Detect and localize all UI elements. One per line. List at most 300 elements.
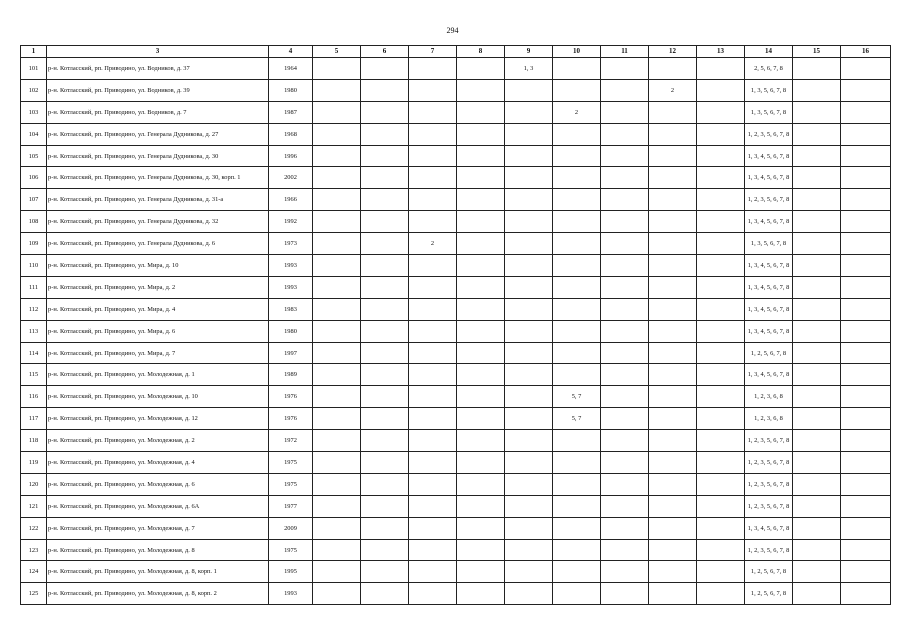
- address-cell: р-н. Котласский, рп. Приводино, ул. Генерала Дудникова, д. 27: [47, 123, 269, 145]
- codes-cell: 1, 2, 3, 5, 6, 7, 8: [745, 123, 793, 145]
- address-cell: р-н. Котласский, рп. Приводино, ул. Мира, д. 7: [47, 342, 269, 364]
- column-7-cell: [409, 145, 457, 167]
- address-cell: р-н. Котласский, рп. Приводино, ул. Генерала Дудникова, д. 6: [47, 233, 269, 255]
- table-row: [21, 473, 891, 495]
- column-6-cell: [361, 561, 409, 583]
- column-16-cell: [841, 539, 891, 561]
- column-15-cell: [793, 233, 841, 255]
- column-header: 1: [21, 46, 47, 58]
- column-10-cell: [553, 211, 601, 233]
- codes-cell: 2, 5, 6, 7, 8: [745, 58, 793, 80]
- column-8-cell: [457, 233, 505, 255]
- column-11-cell: [601, 583, 649, 605]
- year-cell: 1989: [269, 364, 313, 386]
- column-11-cell: [601, 495, 649, 517]
- column-8-cell: [457, 364, 505, 386]
- address-cell: р-н. Котласский, рп. Приводино, ул. Мира, д. 6: [47, 320, 269, 342]
- column-header: 7: [409, 46, 457, 58]
- column-10-cell: 5, 7: [553, 408, 601, 430]
- column-8-cell: [457, 452, 505, 474]
- column-header: 12: [649, 46, 697, 58]
- column-12-cell: [649, 583, 697, 605]
- column-10-cell: [553, 495, 601, 517]
- column-15-cell: [793, 298, 841, 320]
- column-8-cell: [457, 211, 505, 233]
- codes-cell: 1, 3, 4, 5, 6, 7, 8: [745, 255, 793, 277]
- address-cell: р-н. Котласский, рп. Приводино, ул. Молодежная, д. 2: [47, 430, 269, 452]
- year-cell: 1992: [269, 211, 313, 233]
- address-cell: р-н. Котласский, рп. Приводино, ул. Молодежная, д. 6А: [47, 495, 269, 517]
- column-header: 10: [553, 46, 601, 58]
- column-9-cell: [505, 495, 553, 517]
- column-9-cell: [505, 233, 553, 255]
- column-10-cell: [553, 320, 601, 342]
- column-7-cell: [409, 408, 457, 430]
- column-13-cell: [697, 408, 745, 430]
- column-15-cell: [793, 276, 841, 298]
- column-6-cell: [361, 79, 409, 101]
- column-11-cell: [601, 167, 649, 189]
- column-11-cell: [601, 561, 649, 583]
- column-15-cell: [793, 123, 841, 145]
- column-15-cell: [793, 255, 841, 277]
- column-10-cell: [553, 452, 601, 474]
- table-row: [21, 233, 891, 255]
- column-12-cell: [649, 255, 697, 277]
- column-16-cell: [841, 167, 891, 189]
- column-11-cell: [601, 517, 649, 539]
- column-8-cell: [457, 320, 505, 342]
- column-16-cell: [841, 408, 891, 430]
- column-header: 13: [697, 46, 745, 58]
- column-12-cell: [649, 145, 697, 167]
- address-cell: р-н. Котласский, рп. Приводино, ул. Генерала Дудникова, д. 30, корп. 1: [47, 167, 269, 189]
- column-12-cell: [649, 561, 697, 583]
- year-cell: 1993: [269, 583, 313, 605]
- column-13-cell: [697, 298, 745, 320]
- codes-cell: 1, 3, 4, 5, 6, 7, 8: [745, 517, 793, 539]
- column-6-cell: [361, 233, 409, 255]
- address-cell: р-н. Котласский, рп. Приводино, ул. Молодежная, д. 12: [47, 408, 269, 430]
- column-13-cell: [697, 211, 745, 233]
- column-15-cell: [793, 364, 841, 386]
- column-15-cell: [793, 495, 841, 517]
- row-number-cell: 117: [21, 408, 47, 430]
- column-10-cell: [553, 189, 601, 211]
- column-8-cell: [457, 298, 505, 320]
- column-16-cell: [841, 430, 891, 452]
- column-8-cell: [457, 123, 505, 145]
- column-13-cell: [697, 583, 745, 605]
- address-cell: р-н. Котласский, рп. Приводино, ул. Мира, д. 2: [47, 276, 269, 298]
- column-10-cell: [553, 233, 601, 255]
- column-8-cell: [457, 79, 505, 101]
- column-12-cell: [649, 473, 697, 495]
- column-9-cell: [505, 430, 553, 452]
- column-8-cell: [457, 145, 505, 167]
- column-13-cell: [697, 430, 745, 452]
- table-row: [21, 276, 891, 298]
- column-13-cell: [697, 320, 745, 342]
- column-9-cell: [505, 145, 553, 167]
- row-number-cell: 111: [21, 276, 47, 298]
- column-11-cell: [601, 101, 649, 123]
- column-9-cell: [505, 473, 553, 495]
- codes-cell: 1, 2, 3, 5, 6, 7, 8: [745, 539, 793, 561]
- column-8-cell: [457, 473, 505, 495]
- column-10-cell: [553, 145, 601, 167]
- column-9-cell: [505, 539, 553, 561]
- column-5-cell: [313, 101, 361, 123]
- column-6-cell: [361, 539, 409, 561]
- column-13-cell: [697, 58, 745, 80]
- year-cell: 1980: [269, 79, 313, 101]
- column-header: 5: [313, 46, 361, 58]
- column-13-cell: [697, 255, 745, 277]
- column-12-cell: [649, 430, 697, 452]
- column-13-cell: [697, 473, 745, 495]
- column-10-cell: [553, 123, 601, 145]
- address-cell: р-н. Котласский, рп. Приводино, ул. Водников, д. 39: [47, 79, 269, 101]
- column-11-cell: [601, 320, 649, 342]
- column-15-cell: [793, 539, 841, 561]
- year-cell: 1973: [269, 233, 313, 255]
- column-16-cell: [841, 342, 891, 364]
- column-5-cell: [313, 320, 361, 342]
- address-cell: р-н. Котласский, рп. Приводино, ул. Молодежная, д. 7: [47, 517, 269, 539]
- column-6-cell: [361, 276, 409, 298]
- column-7-cell: [409, 473, 457, 495]
- column-12-cell: [649, 276, 697, 298]
- table-row: [21, 561, 891, 583]
- column-8-cell: [457, 517, 505, 539]
- year-cell: 1968: [269, 123, 313, 145]
- address-cell: р-н. Котласский, рп. Приводино, ул. Водников, д. 7: [47, 101, 269, 123]
- table-row: [21, 79, 891, 101]
- column-11-cell: [601, 298, 649, 320]
- column-8-cell: [457, 583, 505, 605]
- table-row: [21, 320, 891, 342]
- year-cell: 1975: [269, 452, 313, 474]
- table-row: [21, 430, 891, 452]
- column-7-cell: [409, 167, 457, 189]
- column-11-cell: [601, 123, 649, 145]
- column-16-cell: [841, 517, 891, 539]
- column-9-cell: [505, 298, 553, 320]
- column-16-cell: [841, 386, 891, 408]
- column-16-cell: [841, 320, 891, 342]
- codes-cell: 1, 2, 3, 6, 8: [745, 408, 793, 430]
- column-6-cell: [361, 408, 409, 430]
- column-16-cell: [841, 123, 891, 145]
- table-row: [21, 255, 891, 277]
- column-9-cell: [505, 386, 553, 408]
- column-7-cell: [409, 539, 457, 561]
- column-header: 6: [361, 46, 409, 58]
- column-7-cell: [409, 561, 457, 583]
- column-13-cell: [697, 276, 745, 298]
- column-12-cell: [649, 342, 697, 364]
- column-15-cell: [793, 145, 841, 167]
- column-13-cell: [697, 495, 745, 517]
- column-8-cell: [457, 408, 505, 430]
- column-5-cell: [313, 452, 361, 474]
- column-12-cell: [649, 211, 697, 233]
- table-row: [21, 123, 891, 145]
- column-13-cell: [697, 145, 745, 167]
- row-number-cell: 109: [21, 233, 47, 255]
- year-cell: 1987: [269, 101, 313, 123]
- column-9-cell: [505, 452, 553, 474]
- column-5-cell: [313, 495, 361, 517]
- column-15-cell: [793, 58, 841, 80]
- column-5-cell: [313, 145, 361, 167]
- codes-cell: 1, 2, 3, 5, 6, 7, 8: [745, 473, 793, 495]
- column-10-cell: [553, 561, 601, 583]
- column-header: 4: [269, 46, 313, 58]
- row-number-cell: 110: [21, 255, 47, 277]
- column-12-cell: 2: [649, 79, 697, 101]
- column-10-cell: 2: [553, 101, 601, 123]
- column-10-cell: 5, 7: [553, 386, 601, 408]
- column-12-cell: [649, 123, 697, 145]
- column-16-cell: [841, 101, 891, 123]
- year-cell: 2009: [269, 517, 313, 539]
- codes-cell: 1, 2, 3, 5, 6, 7, 8: [745, 495, 793, 517]
- column-5-cell: [313, 211, 361, 233]
- address-cell: р-н. Котласский, рп. Приводино, ул. Молодежная, д. 8, корп. 2: [47, 583, 269, 605]
- column-10-cell: [553, 583, 601, 605]
- column-11-cell: [601, 452, 649, 474]
- column-7-cell: [409, 342, 457, 364]
- column-10-cell: [553, 167, 601, 189]
- column-7-cell: [409, 430, 457, 452]
- codes-cell: 1, 2, 3, 6, 8: [745, 386, 793, 408]
- column-5-cell: [313, 408, 361, 430]
- column-8-cell: [457, 255, 505, 277]
- column-12-cell: [649, 298, 697, 320]
- column-9-cell: [505, 79, 553, 101]
- column-11-cell: [601, 233, 649, 255]
- address-cell: р-н. Котласский, рп. Приводино, ул. Молодежная, д. 4: [47, 452, 269, 474]
- column-9-cell: [505, 211, 553, 233]
- codes-cell: 1, 3, 4, 5, 6, 7, 8: [745, 276, 793, 298]
- column-7-cell: [409, 101, 457, 123]
- column-5-cell: [313, 583, 361, 605]
- row-number-cell: 125: [21, 583, 47, 605]
- address-cell: р-н. Котласский, рп. Приводино, ул. Молодежная, д. 6: [47, 473, 269, 495]
- row-number-cell: 112: [21, 298, 47, 320]
- row-number-cell: 118: [21, 430, 47, 452]
- column-9-cell: [505, 167, 553, 189]
- column-12-cell: [649, 233, 697, 255]
- page-number: 294: [446, 26, 459, 35]
- address-cell: р-н. Котласский, рп. Приводино, ул. Генерала Дудникова, д. 30: [47, 145, 269, 167]
- column-15-cell: [793, 583, 841, 605]
- column-7-cell: [409, 298, 457, 320]
- column-10-cell: [553, 342, 601, 364]
- codes-cell: 1, 3, 4, 5, 6, 7, 8: [745, 364, 793, 386]
- address-cell: р-н. Котласский, рп. Приводино, ул. Молодежная, д. 1: [47, 364, 269, 386]
- column-12-cell: [649, 517, 697, 539]
- column-header: 16: [841, 46, 891, 58]
- column-9-cell: [505, 342, 553, 364]
- row-number-cell: 113: [21, 320, 47, 342]
- column-9-cell: [505, 583, 553, 605]
- column-13-cell: [697, 189, 745, 211]
- row-number-cell: 108: [21, 211, 47, 233]
- data-table: [20, 45, 891, 605]
- column-15-cell: [793, 430, 841, 452]
- column-16-cell: [841, 255, 891, 277]
- year-cell: 1975: [269, 473, 313, 495]
- column-9-cell: [505, 276, 553, 298]
- column-5-cell: [313, 276, 361, 298]
- column-6-cell: [361, 495, 409, 517]
- column-11-cell: [601, 211, 649, 233]
- column-9-cell: [505, 320, 553, 342]
- column-13-cell: [697, 386, 745, 408]
- column-16-cell: [841, 364, 891, 386]
- codes-cell: 1, 2, 3, 5, 6, 7, 8: [745, 452, 793, 474]
- column-6-cell: [361, 473, 409, 495]
- table-body: [21, 58, 891, 605]
- column-5-cell: [313, 561, 361, 583]
- year-cell: 1996: [269, 145, 313, 167]
- table-row: [21, 145, 891, 167]
- column-15-cell: [793, 320, 841, 342]
- row-number-cell: 119: [21, 452, 47, 474]
- column-header: 11: [601, 46, 649, 58]
- column-15-cell: [793, 79, 841, 101]
- header-row: [21, 46, 891, 58]
- column-15-cell: [793, 473, 841, 495]
- year-cell: 1976: [269, 408, 313, 430]
- column-7-cell: [409, 452, 457, 474]
- column-6-cell: [361, 255, 409, 277]
- year-cell: 1997: [269, 342, 313, 364]
- column-9-cell: [505, 255, 553, 277]
- column-11-cell: [601, 364, 649, 386]
- column-6-cell: [361, 211, 409, 233]
- year-cell: 1977: [269, 495, 313, 517]
- column-10-cell: [553, 430, 601, 452]
- column-16-cell: [841, 145, 891, 167]
- column-6-cell: [361, 145, 409, 167]
- column-7-cell: [409, 364, 457, 386]
- column-11-cell: [601, 255, 649, 277]
- column-7-cell: [409, 58, 457, 80]
- table-row: [21, 101, 891, 123]
- address-cell: р-н. Котласский, рп. Приводино, ул. Генерала Дудникова, д. 32: [47, 211, 269, 233]
- column-5-cell: [313, 255, 361, 277]
- table-row: [21, 364, 891, 386]
- table-row: [21, 298, 891, 320]
- column-15-cell: [793, 342, 841, 364]
- row-number-cell: 124: [21, 561, 47, 583]
- column-15-cell: [793, 189, 841, 211]
- column-12-cell: [649, 101, 697, 123]
- row-number-cell: 122: [21, 517, 47, 539]
- column-8-cell: [457, 276, 505, 298]
- codes-cell: 1, 3, 5, 6, 7, 8: [745, 101, 793, 123]
- table-row: [21, 386, 891, 408]
- column-6-cell: [361, 123, 409, 145]
- column-6-cell: [361, 364, 409, 386]
- codes-cell: 1, 3, 5, 6, 7, 8: [745, 233, 793, 255]
- column-8-cell: [457, 539, 505, 561]
- table-row: [21, 342, 891, 364]
- codes-cell: 1, 3, 4, 5, 6, 7, 8: [745, 145, 793, 167]
- row-number-cell: 106: [21, 167, 47, 189]
- column-6-cell: [361, 342, 409, 364]
- row-number-cell: 101: [21, 58, 47, 80]
- table-row: [21, 189, 891, 211]
- column-7-cell: 2: [409, 233, 457, 255]
- row-number-cell: 105: [21, 145, 47, 167]
- column-15-cell: [793, 167, 841, 189]
- column-11-cell: [601, 58, 649, 80]
- codes-cell: 1, 3, 4, 5, 6, 7, 8: [745, 320, 793, 342]
- column-13-cell: [697, 539, 745, 561]
- column-15-cell: [793, 408, 841, 430]
- column-10-cell: [553, 517, 601, 539]
- column-13-cell: [697, 233, 745, 255]
- column-13-cell: [697, 79, 745, 101]
- year-cell: 1976: [269, 386, 313, 408]
- column-12-cell: [649, 495, 697, 517]
- address-cell: р-н. Котласский, рп. Приводино, ул. Молодежная, д. 10: [47, 386, 269, 408]
- column-6-cell: [361, 101, 409, 123]
- column-6-cell: [361, 320, 409, 342]
- column-10-cell: [553, 539, 601, 561]
- year-cell: 1975: [269, 539, 313, 561]
- column-10-cell: [553, 473, 601, 495]
- column-12-cell: [649, 452, 697, 474]
- table-row: [21, 583, 891, 605]
- column-16-cell: [841, 79, 891, 101]
- column-9-cell: [505, 364, 553, 386]
- column-5-cell: [313, 386, 361, 408]
- row-number-cell: 123: [21, 539, 47, 561]
- year-cell: 1972: [269, 430, 313, 452]
- codes-cell: 1, 3, 4, 5, 6, 7, 8: [745, 298, 793, 320]
- column-7-cell: [409, 79, 457, 101]
- column-header: 8: [457, 46, 505, 58]
- column-6-cell: [361, 167, 409, 189]
- column-9-cell: [505, 189, 553, 211]
- table-row: [21, 211, 891, 233]
- column-16-cell: [841, 495, 891, 517]
- year-cell: 1995: [269, 561, 313, 583]
- year-cell: 1964: [269, 58, 313, 80]
- column-11-cell: [601, 408, 649, 430]
- column-6-cell: [361, 189, 409, 211]
- column-9-cell: 1, 3: [505, 58, 553, 80]
- column-11-cell: [601, 79, 649, 101]
- column-9-cell: [505, 517, 553, 539]
- column-12-cell: [649, 539, 697, 561]
- column-11-cell: [601, 539, 649, 561]
- column-10-cell: [553, 58, 601, 80]
- year-cell: 1993: [269, 255, 313, 277]
- column-13-cell: [697, 167, 745, 189]
- row-number-cell: 115: [21, 364, 47, 386]
- column-16-cell: [841, 452, 891, 474]
- codes-cell: 1, 2, 3, 5, 6, 7, 8: [745, 430, 793, 452]
- column-5-cell: [313, 58, 361, 80]
- codes-cell: 1, 3, 5, 6, 7, 8: [745, 79, 793, 101]
